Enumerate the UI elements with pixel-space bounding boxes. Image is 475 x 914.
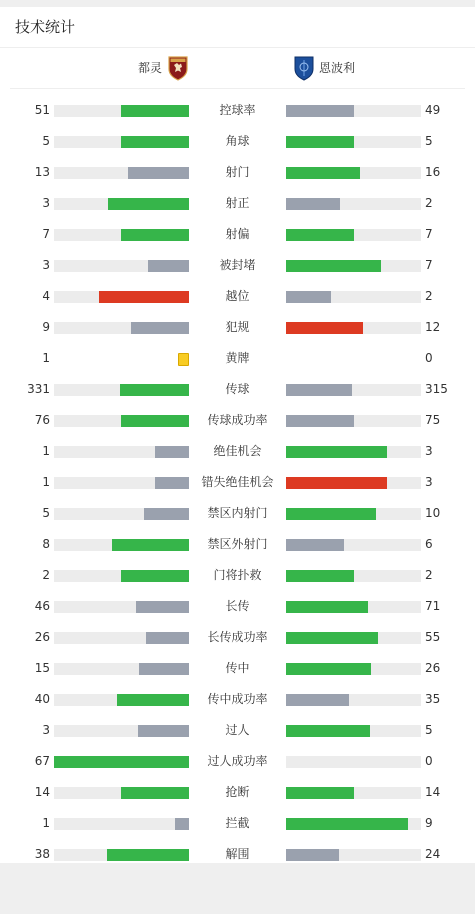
home-bar-fill <box>121 229 189 241</box>
stat-label: 角球 <box>225 134 250 148</box>
away-bar-track <box>286 322 421 334</box>
stat-row <box>0 746 475 777</box>
away-bar-track <box>286 818 421 830</box>
stat-row <box>0 436 475 467</box>
home-value: 9 <box>42 320 50 334</box>
home-bar-track <box>54 198 189 210</box>
away-value: 3 <box>425 444 433 458</box>
stat-row <box>0 157 475 188</box>
home-value: 1 <box>42 444 50 458</box>
away-team-name: 恩波利 <box>319 61 356 75</box>
stat-row <box>0 560 475 591</box>
away-bar-fill <box>286 136 354 148</box>
home-bar-track <box>54 601 189 613</box>
home-bar-fill <box>121 415 189 427</box>
stat-label: 射门 <box>225 165 250 179</box>
away-value: 12 <box>425 320 441 334</box>
stat-row <box>0 126 475 157</box>
away-bar-fill <box>286 291 331 303</box>
home-bar-fill <box>138 725 189 737</box>
home-bar-track <box>54 818 189 830</box>
home-value: 5 <box>42 506 50 520</box>
stat-label: 拦截 <box>225 816 250 830</box>
away-value: 315 <box>425 382 448 396</box>
away-value: 71 <box>425 599 441 613</box>
stat-label: 错失绝佳机会 <box>201 475 274 489</box>
away-value: 2 <box>425 568 433 582</box>
stat-row <box>0 684 475 715</box>
home-value: 26 <box>34 630 50 644</box>
stat-label: 传中成功率 <box>207 692 268 706</box>
home-bar-track <box>54 136 189 148</box>
away-value: 75 <box>425 413 441 427</box>
home-value: 3 <box>42 196 50 210</box>
stat-row <box>0 808 475 839</box>
away-bar-fill <box>286 322 363 334</box>
divider <box>0 47 475 48</box>
stat-label: 犯规 <box>225 320 250 334</box>
away-bar-fill <box>286 694 349 706</box>
empoli-logo-icon <box>294 55 314 81</box>
home-bar-track <box>54 632 189 644</box>
away-value: 10 <box>425 506 441 520</box>
torino-logo-icon <box>167 55 189 81</box>
away-bar-fill <box>286 446 387 458</box>
tech-stats-card <box>0 7 475 863</box>
away-bar-track <box>286 756 421 768</box>
stat-row <box>0 622 475 653</box>
home-bar-track <box>54 260 189 272</box>
home-bar-track <box>54 291 189 303</box>
home-bar-track <box>54 725 189 737</box>
away-value: 49 <box>425 103 441 117</box>
stat-label: 过人 <box>225 723 250 737</box>
team-header <box>0 55 475 81</box>
away-bar-fill <box>286 849 339 861</box>
home-bar-track <box>54 167 189 179</box>
home-value: 67 <box>34 754 50 768</box>
away-bar-track <box>286 229 421 241</box>
away-bar-fill <box>286 725 370 737</box>
section-title: 技术统计 <box>15 18 76 36</box>
away-bar-track <box>286 105 421 117</box>
home-bar-fill <box>54 756 189 768</box>
home-value: 15 <box>34 661 50 675</box>
home-value: 1 <box>42 351 50 365</box>
stat-row <box>0 405 475 436</box>
away-bar-track <box>286 632 421 644</box>
away-value: 24 <box>425 847 441 861</box>
away-bar-track <box>286 167 421 179</box>
away-bar-fill <box>286 601 368 613</box>
stat-row <box>0 250 475 281</box>
stat-label: 长传成功率 <box>207 630 268 644</box>
yellow-card-icon <box>178 353 189 366</box>
stat-label: 射偏 <box>225 227 250 241</box>
away-value: 35 <box>425 692 441 706</box>
home-bar-fill <box>121 136 189 148</box>
home-bar-fill <box>112 539 189 551</box>
stat-label: 传中 <box>225 661 250 675</box>
away-value: 3 <box>425 475 433 489</box>
away-bar-track <box>286 601 421 613</box>
home-value: 331 <box>27 382 50 396</box>
stat-row <box>0 498 475 529</box>
away-bar-fill <box>286 260 381 272</box>
home-value: 5 <box>42 134 50 148</box>
away-value: 2 <box>425 196 433 210</box>
home-bar-fill <box>121 570 189 582</box>
home-bar-fill <box>155 446 189 458</box>
away-bar-track <box>286 415 421 427</box>
home-bar-track <box>54 229 189 241</box>
home-value: 1 <box>42 816 50 830</box>
away-bar-track <box>286 570 421 582</box>
stat-row <box>0 312 475 343</box>
away-bar-fill <box>286 167 360 179</box>
stat-label: 越位 <box>225 289 250 303</box>
home-bar-track <box>54 508 189 520</box>
stat-row <box>0 467 475 498</box>
home-bar-fill <box>144 508 189 520</box>
away-bar-track <box>286 508 421 520</box>
away-bar-fill <box>286 539 344 551</box>
home-value: 8 <box>42 537 50 551</box>
home-bar-fill <box>121 105 189 117</box>
home-bar-fill <box>139 663 189 675</box>
away-value: 0 <box>425 754 433 768</box>
stat-row <box>0 95 475 126</box>
home-bar-track <box>54 384 189 396</box>
stat-label: 抢断 <box>225 785 250 799</box>
home-value: 7 <box>42 227 50 241</box>
stat-row <box>0 529 475 560</box>
home-value: 46 <box>34 599 50 613</box>
stat-label: 绝佳机会 <box>213 444 262 458</box>
stat-row <box>0 591 475 622</box>
home-value: 2 <box>42 568 50 582</box>
home-value: 14 <box>34 785 50 799</box>
away-bar-fill <box>286 415 354 427</box>
away-value: 9 <box>425 816 433 830</box>
home-bar-track <box>54 787 189 799</box>
home-bar-fill <box>121 787 189 799</box>
away-value: 7 <box>425 227 433 241</box>
home-value: 3 <box>42 258 50 272</box>
away-bar-track <box>286 539 421 551</box>
away-bar-fill <box>286 632 378 644</box>
stat-label: 黄牌 <box>225 351 250 365</box>
home-bar-track <box>54 663 189 675</box>
stat-label: 解围 <box>225 847 250 861</box>
home-bar-track <box>54 322 189 334</box>
home-bar-track <box>54 694 189 706</box>
home-value: 3 <box>42 723 50 737</box>
stat-row <box>0 839 475 870</box>
stat-label: 长传 <box>225 599 250 613</box>
away-bar-track <box>286 477 421 489</box>
home-bar-track <box>54 849 189 861</box>
stat-row <box>0 715 475 746</box>
away-value: 2 <box>425 289 433 303</box>
home-bar-fill <box>131 322 189 334</box>
home-bar-fill <box>107 849 189 861</box>
away-value: 55 <box>425 630 441 644</box>
away-bar-track <box>286 849 421 861</box>
stat-row <box>0 653 475 684</box>
away-bar-fill <box>286 508 376 520</box>
home-bar-track <box>54 105 189 117</box>
away-bar-fill <box>286 663 371 675</box>
stat-label: 被封堵 <box>219 258 256 272</box>
away-value: 5 <box>425 723 433 737</box>
away-bar-fill <box>286 570 354 582</box>
away-bar-fill <box>286 229 354 241</box>
home-team-name: 都灵 <box>137 61 162 75</box>
stat-label: 传球成功率 <box>207 413 268 427</box>
home-value: 1 <box>42 475 50 489</box>
stat-row <box>0 343 475 374</box>
away-bar-fill <box>286 105 354 117</box>
away-value: 7 <box>425 258 433 272</box>
home-bar-fill <box>136 601 189 613</box>
stat-label: 禁区内射门 <box>207 506 268 520</box>
away-bar-fill <box>286 787 354 799</box>
away-bar-fill <box>286 198 340 210</box>
away-bar-track <box>286 725 421 737</box>
home-bar-track <box>54 446 189 458</box>
away-bar-track <box>286 663 421 675</box>
away-bar-track <box>286 198 421 210</box>
home-value: 4 <box>42 289 50 303</box>
home-bar-fill <box>146 632 189 644</box>
home-bar-track <box>54 415 189 427</box>
stat-row <box>0 219 475 250</box>
stat-label: 门将扑救 <box>213 568 262 582</box>
home-bar-fill <box>120 384 189 396</box>
away-bar-track <box>286 260 421 272</box>
stat-row <box>0 374 475 405</box>
home-value: 38 <box>34 847 50 861</box>
away-bar-track <box>286 384 421 396</box>
away-bar-track <box>286 291 421 303</box>
stat-label: 过人成功率 <box>207 754 268 768</box>
stat-row <box>0 281 475 312</box>
away-bar-fill <box>286 477 387 489</box>
stat-row <box>0 188 475 219</box>
stat-label: 控球率 <box>219 103 256 117</box>
home-bar-fill <box>128 167 189 179</box>
stat-label: 射正 <box>225 196 250 210</box>
away-value: 6 <box>425 537 433 551</box>
away-value: 16 <box>425 165 441 179</box>
away-bar-track <box>286 694 421 706</box>
home-value: 51 <box>34 103 50 117</box>
away-bar-track <box>286 136 421 148</box>
away-bar-track <box>286 787 421 799</box>
away-bar-track <box>286 446 421 458</box>
home-bar-fill <box>155 477 189 489</box>
away-value: 0 <box>425 351 433 365</box>
home-bar-track <box>54 570 189 582</box>
home-bar-track <box>54 756 189 768</box>
away-bar-fill <box>286 384 352 396</box>
away-value: 14 <box>425 785 441 799</box>
home-bar-fill <box>175 818 189 830</box>
stat-label: 禁区外射门 <box>207 537 268 551</box>
home-bar-track <box>54 539 189 551</box>
home-bar-fill <box>117 694 189 706</box>
home-value: 40 <box>34 692 50 706</box>
stats-list <box>0 88 475 870</box>
away-bar-fill <box>286 818 408 830</box>
home-bar-fill <box>148 260 189 272</box>
home-value: 76 <box>34 413 50 427</box>
stat-label: 传球 <box>225 382 250 396</box>
away-value: 5 <box>425 134 433 148</box>
home-value: 13 <box>34 165 50 179</box>
home-bar-track <box>54 477 189 489</box>
away-value: 26 <box>425 661 441 675</box>
home-bar-fill <box>108 198 189 210</box>
home-bar-fill <box>99 291 189 303</box>
stat-row <box>0 777 475 808</box>
